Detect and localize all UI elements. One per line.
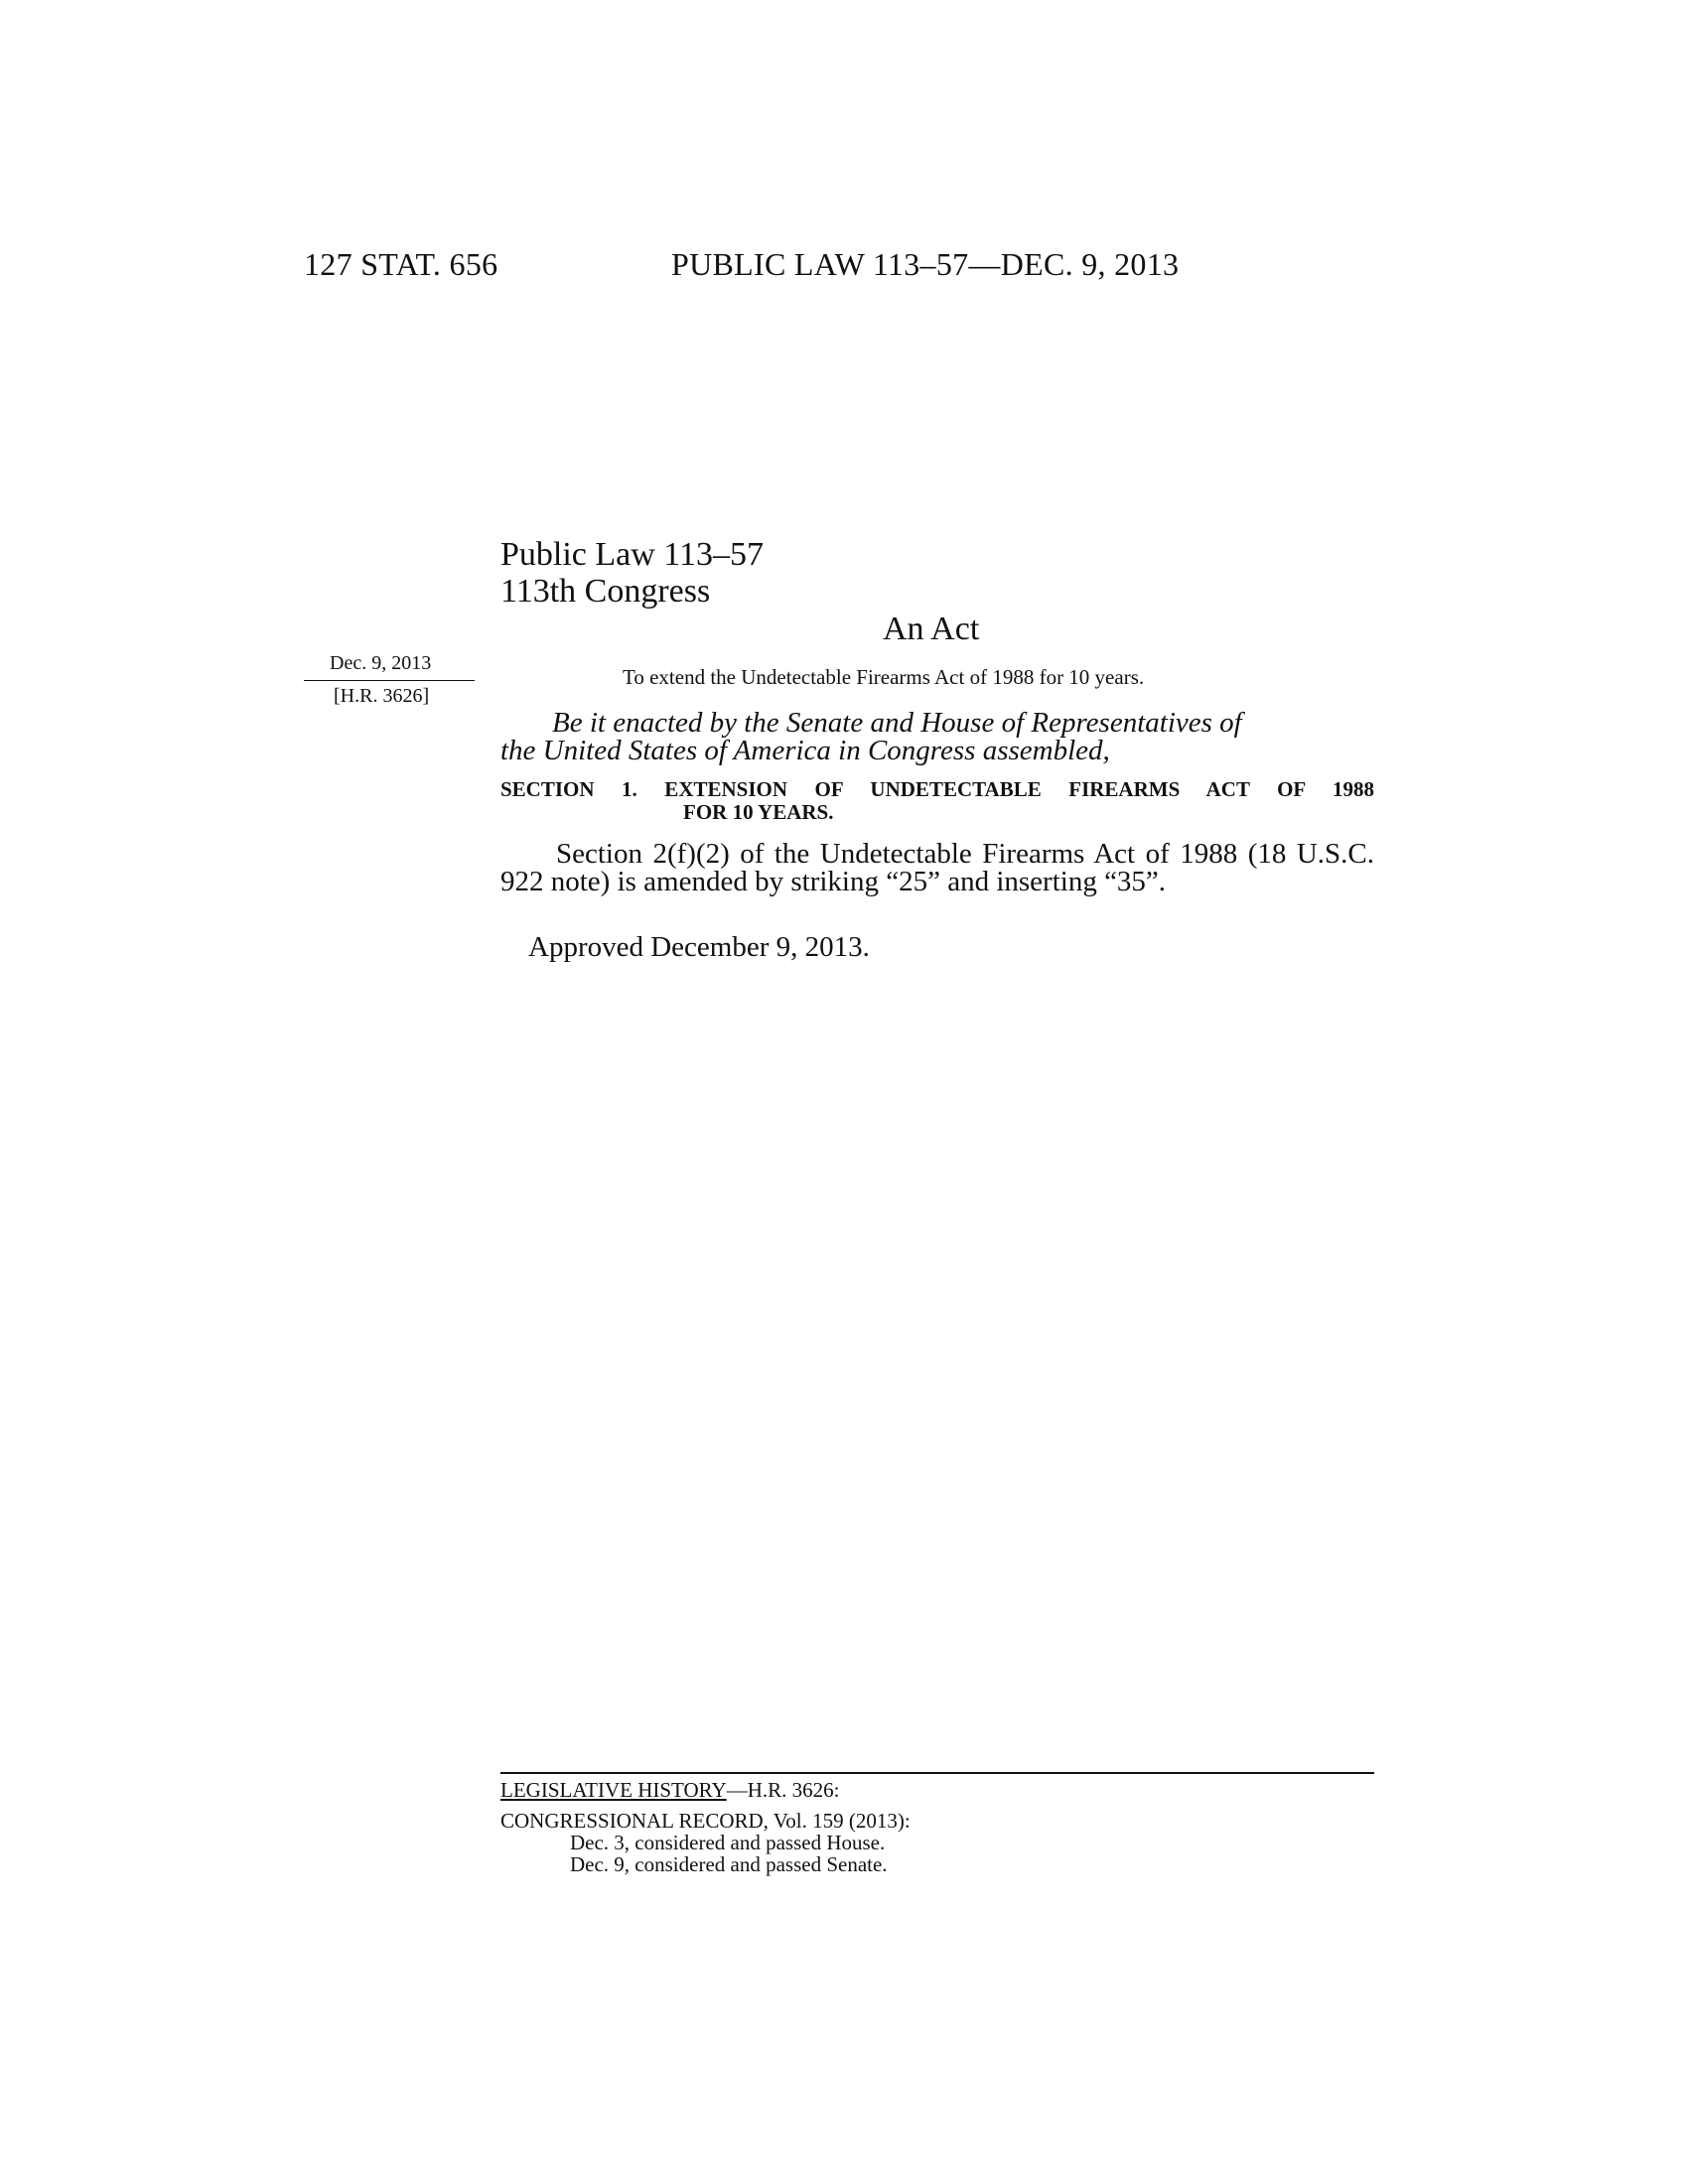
legislative-history-bill: —H.R. 3626:: [726, 1778, 840, 1802]
section-heading-line-2: FOR 10 YEARS.: [683, 800, 834, 824]
approval-date: Approved December 9, 2013.: [528, 931, 870, 963]
act-heading: An Act: [883, 611, 980, 647]
margin-note-divider: [304, 680, 475, 681]
long-title: To extend the Undetectable Firearms Act of 1988 for 10 years.: [623, 665, 1145, 689]
section-heading-line-1: SECTION 1. EXTENSION OF UNDETECTABLE FIREARMS ACT OF 1988: [500, 777, 1374, 801]
enacting-clause-line-1: Be it enacted by the Senate and House of Representatives of: [552, 707, 1242, 739]
section-text: Section 2(f)(2) of the Undetectable Firearms Act of 1988 (18 U.S.C. 922 note) is amended by striking “25” and inserting “35”.: [500, 838, 1374, 897]
enacting-clause-line-2: the United States of America in Congress assembled,: [500, 735, 1110, 766]
statutes-page-number: 127 STAT. 656: [304, 246, 498, 282]
margin-note-date: Dec. 9, 2013: [330, 652, 432, 674]
enacting-clause: [500, 709, 1374, 764]
legislative-history-heading: [500, 1779, 839, 1802]
congress-label: 113th Congress: [500, 573, 711, 610]
legislative-action: Dec. 9, considered and passed Senate.: [570, 1852, 888, 1876]
running-header-title: PUBLIC LAW 113–57—DEC. 9, 2013: [671, 246, 1180, 282]
legislative-history-label: LEGISLATIVE HISTORY: [500, 1778, 727, 1802]
margin-note-bill-number: [H.R. 3626]: [334, 685, 430, 707]
section-heading: [500, 778, 1374, 824]
congressional-record-citation: CONGRESSIONAL RECORD, Vol. 159 (2013):: [500, 1809, 911, 1833]
footer-divider: [500, 1772, 1374, 1774]
legislative-action: Dec. 3, considered and passed House.: [570, 1831, 886, 1854]
public-law-number: Public Law 113–57: [500, 536, 765, 573]
